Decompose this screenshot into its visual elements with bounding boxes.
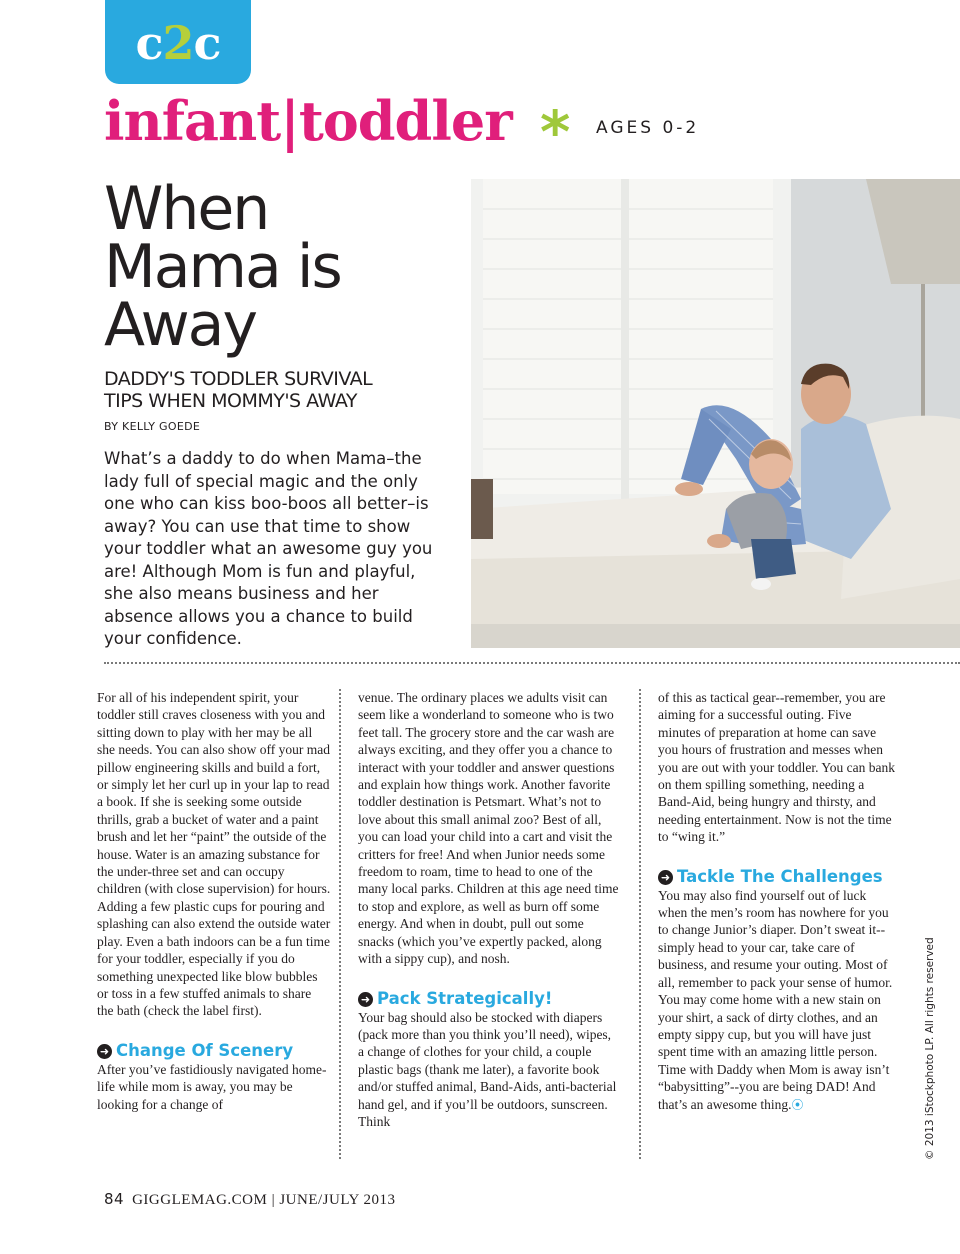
arrow-right-icon: ➜ — [358, 992, 373, 1007]
article-subhead: DADDY'S TODDLER SURVIVAL TIPS WHEN MOMMY'S AWAY — [104, 368, 373, 412]
subheading-change-of-scenery: ➜ Change Of Scenery — [97, 1040, 331, 1061]
publication-info: GIGGLEMAG.COM | JUNE/JULY 2013 — [132, 1192, 396, 1208]
end-mark-icon: ⦿ — [791, 1097, 804, 1112]
subheading-pack-strategically: ➜ Pack Strategically! — [358, 988, 620, 1009]
section-divider — [104, 662, 960, 664]
age-range-label: AGES 0-2 — [596, 118, 700, 138]
body-paragraph: After you’ve fastidiously navigated home-life while mom is away, you may be looking for a change of — [97, 1061, 327, 1112]
article-column-2 — [358, 689, 620, 1130]
body-paragraph: Your bag should also be stocked with diapers (pack more than you think you’ll need), wipes, a change of clothes for your child, a couple plastic bags (thank me later), a favorite book and/or stuffed animal, Band-Aids, anti-bacterial hand gel, and if you’ll be outdoors, sunscreen. Think — [358, 1009, 617, 1129]
c2c-logo: c2c — [135, 16, 221, 70]
father-and-toddler-photo — [471, 179, 960, 648]
body-paragraph: You may also find yourself out of luck when the men’s room has nowhere for you to change Junior’s diaper. Don’t sweat it--simply head to your car, take care of business, and resume your outing. Most of all, remember to pack your sense of humor. You may come home with a new stain on your shirt, a sack of dirty clothes, and an empty sippy cup, but you will have just spent time with an amazing little person. Time with Daddy when Mom is away isn’t “babysitting”--you are being DAD! And that’s an awesome thing.⦿ — [658, 887, 893, 1112]
subheading-tackle-the-challenges: ➜ Tackle The Challenges — [658, 866, 896, 887]
body-paragraph: of this as tactical gear--remember, you are aiming for a successful outing. Five minutes of preparation at home can save you hours of frustration and messes when you are out with your toddler. You can bank on them spilling something, needing a Band-Aid, being hungry and thirsty, and needing entertainment. Now is not the time to “wing it.” — [658, 690, 895, 845]
section-title: infant|toddler — [104, 89, 512, 153]
page-footer — [104, 1190, 396, 1209]
arrow-right-icon: ➜ — [97, 1044, 112, 1059]
body-paragraph: For all of his independent spirit, your toddler still craves closeness with you and sitting down to play with her may be all she needs. You can also show off your mad pillow engineering skills and build a fort, or simply let her curl up in your lap to read a book. If she is seeking some outside thrills, grab a bucket of water and a paint brush and let her “paint” the outside of the house. Water is an amazing substance for the under-three set and can occupy children (with close supervision) for hours. Adding a few plastic cups for pouring and splashing can also extend the outside water play. Even a bath indoors can be a fun time for your toddler, especially if you do something unexpected like blow bubbles or toss in a few stuffed animals to share the bath (check the label first). — [97, 690, 331, 1019]
intro-paragraph: What’s a daddy to do when Mama–the lady full of special magic and the only one who can kiss boo-boos all better–is away? You can use that time to show your toddler what an awesome guy you are! Although Mom is fun and playful, she also means business and her absence allows you a chance to build your confidence. — [104, 449, 433, 648]
asterisk-icon: * — [540, 98, 571, 166]
byline: BY KELLY GOEDE — [104, 420, 201, 433]
column-divider — [639, 689, 641, 1159]
page-number: 84 — [104, 1190, 125, 1208]
article-column-1 — [97, 689, 331, 1113]
column-divider — [339, 689, 341, 1159]
arrow-right-icon: ➜ — [658, 870, 673, 885]
c2c-logo-tab — [105, 0, 251, 84]
article-headline: When Mama is Away — [104, 174, 341, 360]
body-paragraph: venue. The ordinary places we adults visit can seem like a wonderland to someone who is two feet tall. The grocery store and the car wash are always exciting, and they offer you a chance to interact with your toddler and answer questions and explain how things work. Another favorite toddler destination is Petsmart. What’s not to love about this small animal zoo? Best of all, you can load your child into a cart and visit the critters for free! And when Junior needs some freedom to roam, time to head to one of the many local parks. Children at this age need time to stop and explore, as well as burn off some energy. And when in doubt, pull out some snacks (which you’ve expertly packed, along with a sippy cup), and nosh. — [358, 690, 619, 967]
photo-credit: © 2013 iStockphoto LP. All rights reserved — [924, 937, 936, 1160]
article-column-3 — [658, 689, 896, 1114]
